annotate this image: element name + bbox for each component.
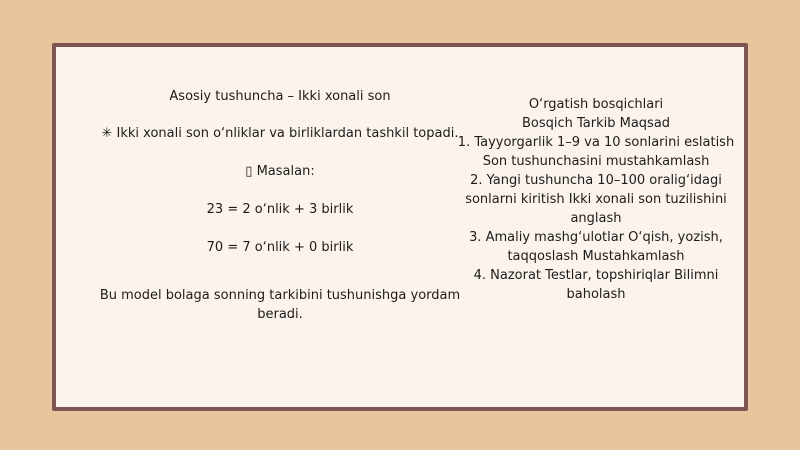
stage-item: 3. Amaliy mashg‘ulotlar O‘qish, yozish, taqqoslash Mustahkamlash xyxy=(469,230,723,264)
content-card xyxy=(52,43,748,411)
concept-conclusion: Bu model bolaga sonning tarkibini tushunishga yordam beradi. xyxy=(99,288,461,322)
example-equation-1: 23 = 2 o‘nlik + 3 birlik xyxy=(206,202,354,217)
stages-column xyxy=(456,95,736,304)
concept-title: Asosiy tushuncha – Ikki xonali son xyxy=(169,89,391,104)
stage-item: 2. Yangi tushuncha 10–100 oralig‘idagi sonlarni kiritish Ikki xonali son tuzilishini anglash xyxy=(465,173,727,226)
stage-item: 1. Tayyorgarlik 1–9 va 10 sonlarini eslatish Son tushunchasini mustahkamlash xyxy=(457,135,735,169)
concept-column xyxy=(80,87,480,324)
stage-item: 4. Nazorat Testlar, topshiriqlar Bilimni baholash xyxy=(473,268,719,302)
example-equation-2: 70 = 7 o‘nlik + 0 birlik xyxy=(206,240,354,255)
stages-table-header: Bosqich Tarkib Maqsad xyxy=(521,116,671,131)
example-label: ▯ Masalan: xyxy=(245,164,315,179)
concept-definition: ✳ Ikki xonali son o‘nliklar va birliklardan tashkil topadi. xyxy=(101,126,459,141)
stages-title: O‘rgatish bosqichlari xyxy=(528,97,664,112)
